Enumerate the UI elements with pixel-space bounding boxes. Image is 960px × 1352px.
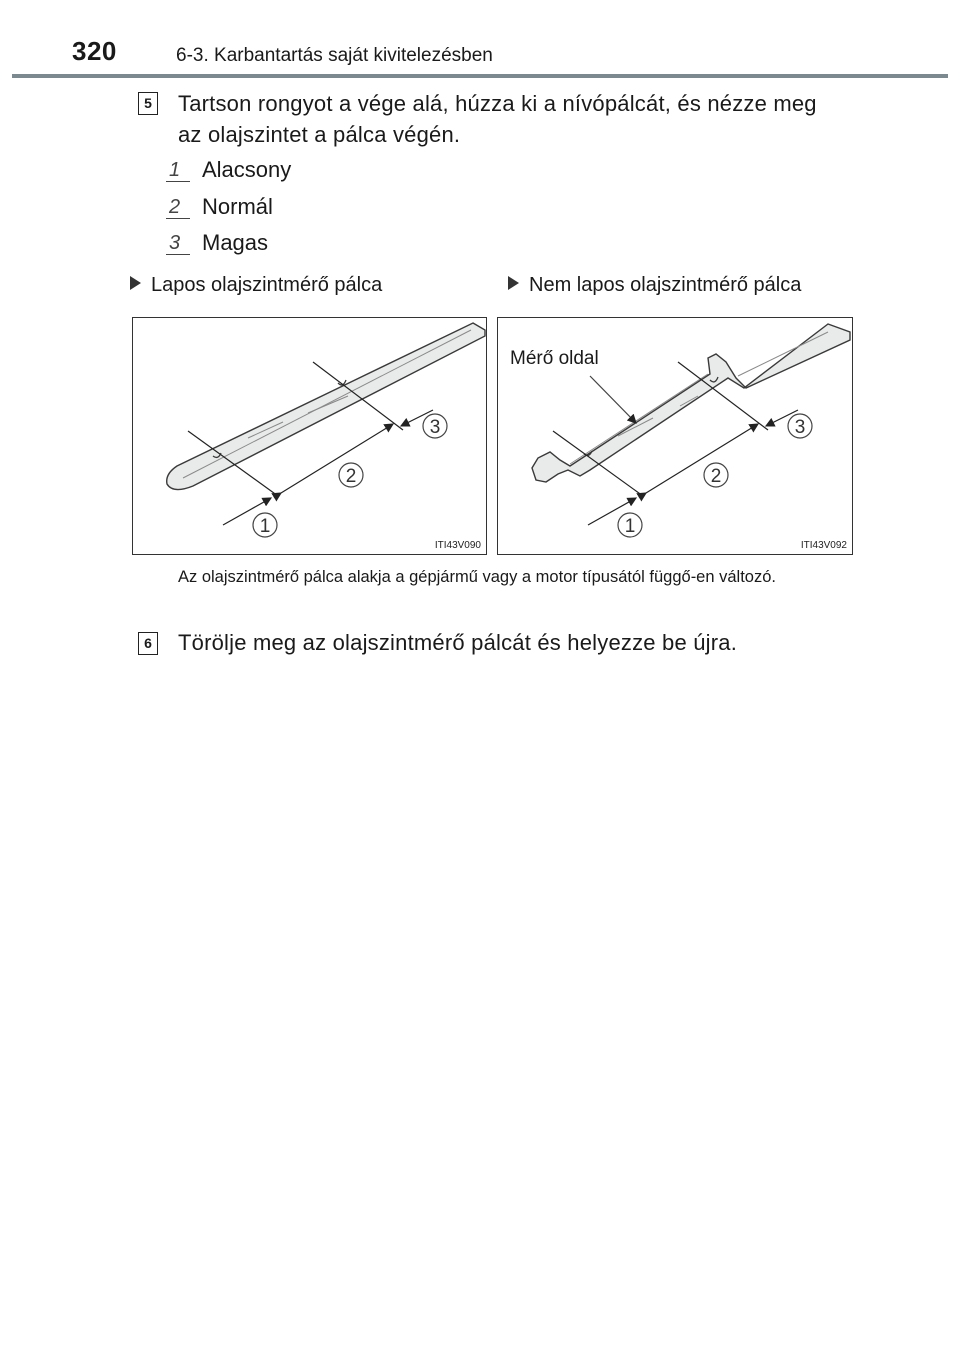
section-title: 6-3. Karbantartás saját kivitelezésben (176, 45, 493, 66)
item-number: 2 (166, 196, 190, 219)
flat-dipstick-illustration (133, 318, 488, 556)
figure-caption-non-flat (508, 274, 801, 297)
step-5-text-line-2: az olajszintet a pálca végén. (178, 122, 461, 147)
step-5-text (178, 88, 817, 150)
figure-caption-text: Nem lapos olajszintmérő pálca (529, 274, 802, 296)
page-number: 320 (72, 36, 117, 66)
callout-1: 1 (624, 516, 636, 537)
step-6-text: Törölje meg az olajszintmérő pálcát és helyezze be újra. (178, 630, 738, 655)
figure-caption-text: Lapos olajszintmérő pálca (151, 274, 383, 296)
item-number: 1 (166, 159, 190, 182)
callout-2: 2 (710, 466, 722, 487)
item-label: Magas (202, 230, 269, 255)
callout-3: 3 (794, 417, 806, 438)
callout-3: 3 (429, 417, 441, 438)
figure-caption-flat (130, 274, 382, 297)
step-badge-6: 6 (138, 632, 158, 655)
item-label: Normál (202, 194, 273, 219)
figure-flat-dipstick (132, 317, 487, 555)
step-badge-5: 5 (138, 92, 158, 115)
figure-non-flat-dipstick (497, 317, 853, 555)
step-5-text-line-1: Tartson rongyot a vége alá, húzza ki a nívópálcát, és nézze meg (178, 91, 817, 116)
figure-code: ITI43V092 (800, 540, 847, 551)
item-label: Alacsony (202, 157, 292, 182)
note-text: Az olajszintmérő pálca alakja a gépjármű vagy a motor típusától függő-en változó. (178, 568, 776, 586)
figure-code: ITI43V090 (434, 540, 481, 551)
triangle-bullet-icon (130, 276, 141, 290)
callout-2: 2 (345, 466, 357, 487)
item-number: 3 (166, 232, 190, 255)
measuring-side-label: Mérő oldal (510, 348, 599, 369)
dipstick-shape (167, 323, 485, 490)
triangle-bullet-icon (508, 276, 519, 290)
callout-1: 1 (259, 516, 271, 537)
header-divider (12, 74, 948, 78)
